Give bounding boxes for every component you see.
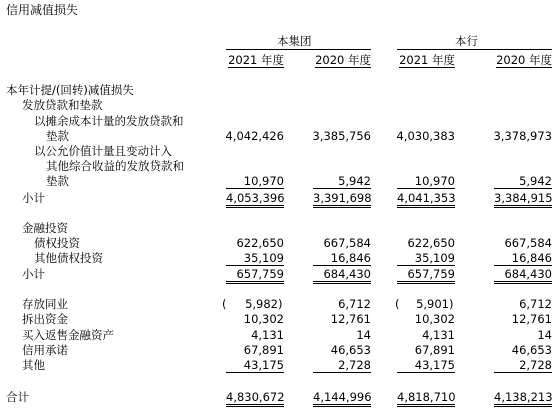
- fvoci-label-2: 其他综合收益的发放贷款和: [46, 159, 184, 173]
- value-cell: 4,030,383: [396, 129, 455, 143]
- value-cell: 43,175: [397, 358, 455, 373]
- value-cell: 2,728: [313, 358, 371, 373]
- value-cell: 16,846: [313, 251, 371, 266]
- value-cell: 684,430: [313, 267, 371, 284]
- lending-label: 拆出资金: [22, 312, 68, 326]
- year-header-2: 2020 年度: [315, 53, 371, 67]
- fvoci-label-1: 以公允价值计量且变动计入: [34, 144, 172, 158]
- value-cell: 4,041,353: [397, 191, 455, 208]
- value-cell: 667,584: [504, 236, 552, 250]
- value-cell: 684,430: [494, 267, 552, 284]
- value-cell: 10,302: [414, 312, 455, 326]
- value-cell: 12,761: [330, 312, 371, 326]
- value-cell: 3,384,915: [494, 191, 552, 208]
- value-cell: 35,109: [397, 251, 455, 266]
- neg-open: (: [222, 297, 227, 311]
- value-cell: 622,650: [236, 236, 284, 250]
- section-header: 本年计提/(回转)减值损失: [6, 83, 134, 97]
- value-cell: 4,131: [251, 328, 284, 342]
- total-label: 合计: [6, 390, 29, 404]
- year-header-1: 2021 年度: [228, 53, 284, 67]
- credit-label: 信用承诺: [22, 343, 68, 357]
- value-cell: 4,818,710: [397, 390, 455, 407]
- value-cell: 10,970: [397, 174, 455, 189]
- debt-inv-label: 债权投资: [34, 236, 80, 250]
- value-cell: 4,830,672: [226, 390, 284, 407]
- neg-close: ): [449, 297, 454, 311]
- value-cell: 5,942: [494, 174, 552, 189]
- year-header-4: 2020 年度: [496, 53, 552, 67]
- value-cell: 657,759: [226, 267, 284, 284]
- bank-header: 本行: [455, 34, 478, 48]
- bank-underline: [397, 49, 552, 50]
- value-cell: 3,391,698: [313, 191, 371, 208]
- amortized-label-1: 以摊余成本计量的发放贷款和: [34, 114, 184, 128]
- page-title: 信用减值损失: [6, 3, 79, 17]
- value-cell: 2,728: [494, 358, 552, 373]
- value-cell: 3,378,973: [493, 129, 552, 143]
- value-cell: 46,653: [330, 343, 371, 357]
- value-cell: 6,712: [519, 297, 552, 311]
- subtotal-label-2: 小计: [22, 267, 45, 281]
- value-cell: 46,653: [511, 343, 552, 357]
- value-cell: 35,109: [226, 251, 284, 266]
- loans-header: 发放贷款和垫款: [22, 98, 103, 112]
- investment-header: 金融投资: [22, 221, 68, 235]
- amortized-label-2: 垫款: [46, 129, 69, 143]
- value-cell: 12,761: [511, 312, 552, 326]
- other-debt-inv-label: 其他债权投资: [34, 251, 103, 265]
- value-cell: 4,053,396: [226, 191, 284, 208]
- deposits-label: 存放同业: [22, 297, 68, 311]
- value-cell: 67,891: [414, 343, 455, 357]
- group-header: 本集团: [277, 34, 312, 48]
- value-cell: 5,982: [245, 297, 278, 311]
- subtotal-label-1: 小计: [22, 191, 45, 205]
- value-cell: 10,970: [226, 174, 284, 189]
- value-cell: 6,712: [338, 297, 371, 311]
- fvoci-label-3: 垫款: [46, 174, 69, 188]
- value-cell: 5,901: [416, 297, 449, 311]
- value-cell: 14: [356, 328, 371, 342]
- neg-close: ): [278, 297, 283, 311]
- value-cell: 667,584: [323, 236, 371, 250]
- value-cell: 43,175: [226, 358, 284, 373]
- value-cell: 5,942: [313, 174, 371, 189]
- value-cell: 4,138,213: [494, 390, 552, 407]
- resale-label: 买入返售金融资产: [22, 328, 114, 342]
- year-header-3: 2021 年度: [399, 53, 455, 67]
- neg-open: (: [395, 297, 400, 311]
- value-cell: 14: [537, 328, 552, 342]
- value-cell: 4,144,996: [313, 390, 371, 407]
- value-cell: 4,042,426: [225, 129, 284, 143]
- value-cell: 657,759: [397, 267, 455, 284]
- value-cell: 3,385,756: [312, 129, 371, 143]
- value-cell: 4,131: [422, 328, 455, 342]
- value-cell: 67,891: [243, 343, 284, 357]
- value-cell: 16,846: [494, 251, 552, 266]
- value-cell: 622,650: [407, 236, 455, 250]
- others-label: 其他: [22, 358, 45, 372]
- group-underline: [226, 49, 371, 50]
- value-cell: 10,302: [243, 312, 284, 326]
